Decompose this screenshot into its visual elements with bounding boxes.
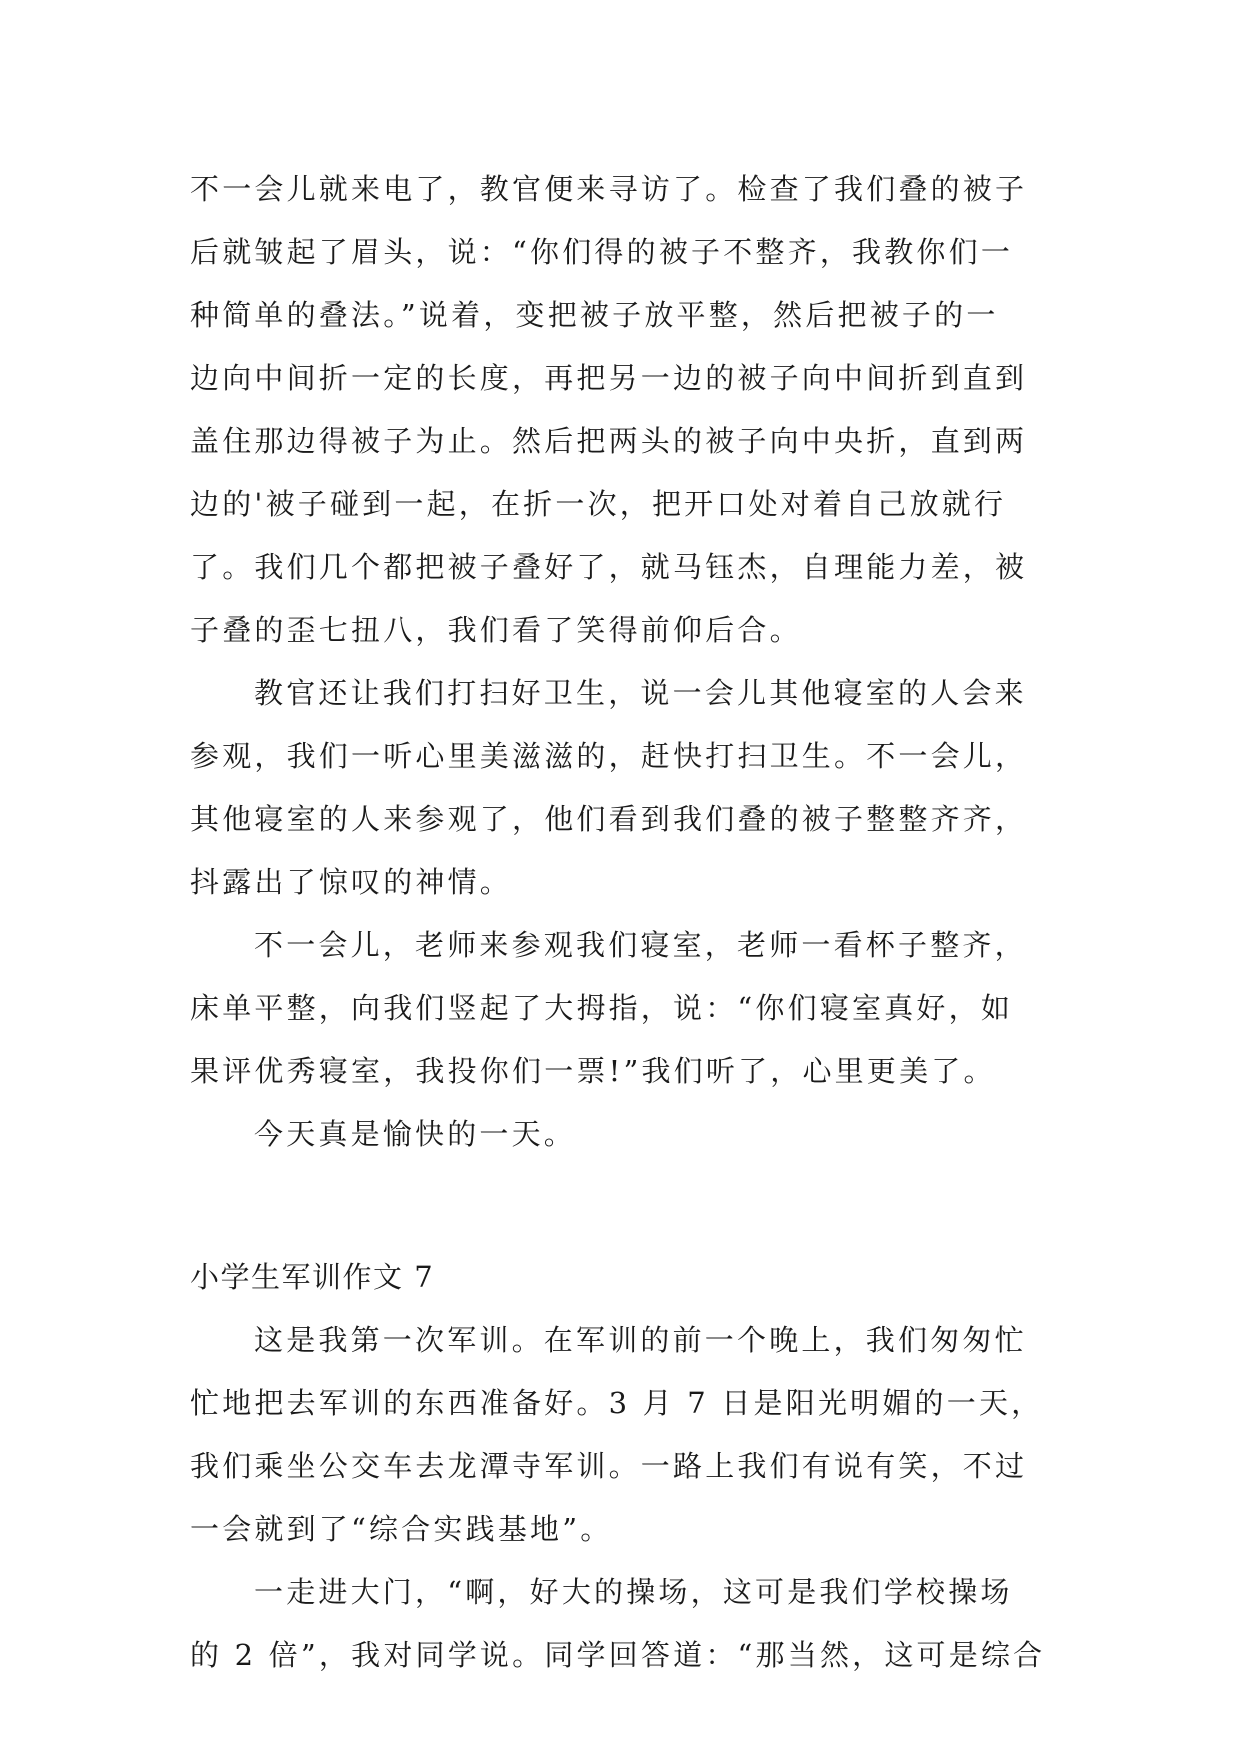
paragraph-3 [190,914,1070,1103]
text-line: 种简单的叠法。”说着，变把被子放平整，然后把被子的一 [190,298,999,332]
text-line: 一走进大门，“啊，好大的操场，这可是我们学校操场 [254,1575,1013,1609]
text-line: 今天真是愉快的一天。 [254,1117,577,1151]
text-line: 我们乘坐公交车去龙潭寺军训。一路上我们有说有笑，不过 [190,1449,1028,1483]
section-heading: 小学生军训作文 7 [190,1260,435,1294]
text-line: 一会就到了“综合实践基地”。 [190,1512,613,1546]
paragraph-1 [190,158,1070,662]
text-line: 边向中间折一定的长度，再把另一边的被子向中间折到直到 [190,361,1028,395]
text-line: 盖住那边得被子为止。然后把两头的被子向中央折，直到两 [190,424,1028,458]
text-line: 后就皱起了眉头，说：“你们得的被子不整齐，我教你们一 [190,235,1014,269]
text-line: 果评优秀寝室，我投你们一票!”我们听了，心里更美了。 [190,1054,996,1088]
text-line: 不一会儿，老师来参观我们寝室，老师一看杯子整齐， [254,928,1027,962]
text-line: 子叠的歪七扭八，我们看了笑得前仰后合。 [190,613,802,647]
text-line: 了。我们几个都把被子叠好了，就马钰杰，自理能力差，被 [190,550,1028,584]
text-line: 参观，我们一听心里美滋滋的，赶快打扫卫生。不一会儿， [190,739,1028,773]
text-line: 抖露出了惊叹的神情。 [190,865,513,899]
paragraph-4 [190,1103,1070,1166]
section-spacer [190,1166,1070,1246]
text-line: 忙地把去军训的东西准备好。3 月 7 日是阳光明媚的一天， [190,1386,1044,1420]
section-paragraph-2 [190,1561,1070,1687]
text-line: 边的'被子碰到一起，在折一次，把开口处对着自己放就行 [190,487,1007,521]
text-line: 不一会儿就来电了，教官便来寻访了。检查了我们叠的被子 [190,172,1028,206]
text-line: 的 2 倍”，我对同学说。同学回答道：“那当然，这可是综合 [190,1638,1046,1672]
section-paragraph-1 [190,1309,1070,1561]
paragraph-2 [190,662,1070,914]
text-line: 其他寝室的人来参观了，他们看到我们叠的被子整整齐齐， [190,802,1028,836]
text-line: 床单平整，向我们竖起了大拇指，说：“你们寝室真好，如 [190,991,1014,1025]
text-line: 这是我第一次军训。在军训的前一个晚上，我们匆匆忙 [254,1323,1027,1357]
document-body [190,158,1070,1687]
text-line: 教官还让我们打扫好卫生，说一会儿其他寝室的人会来 [254,676,1027,710]
